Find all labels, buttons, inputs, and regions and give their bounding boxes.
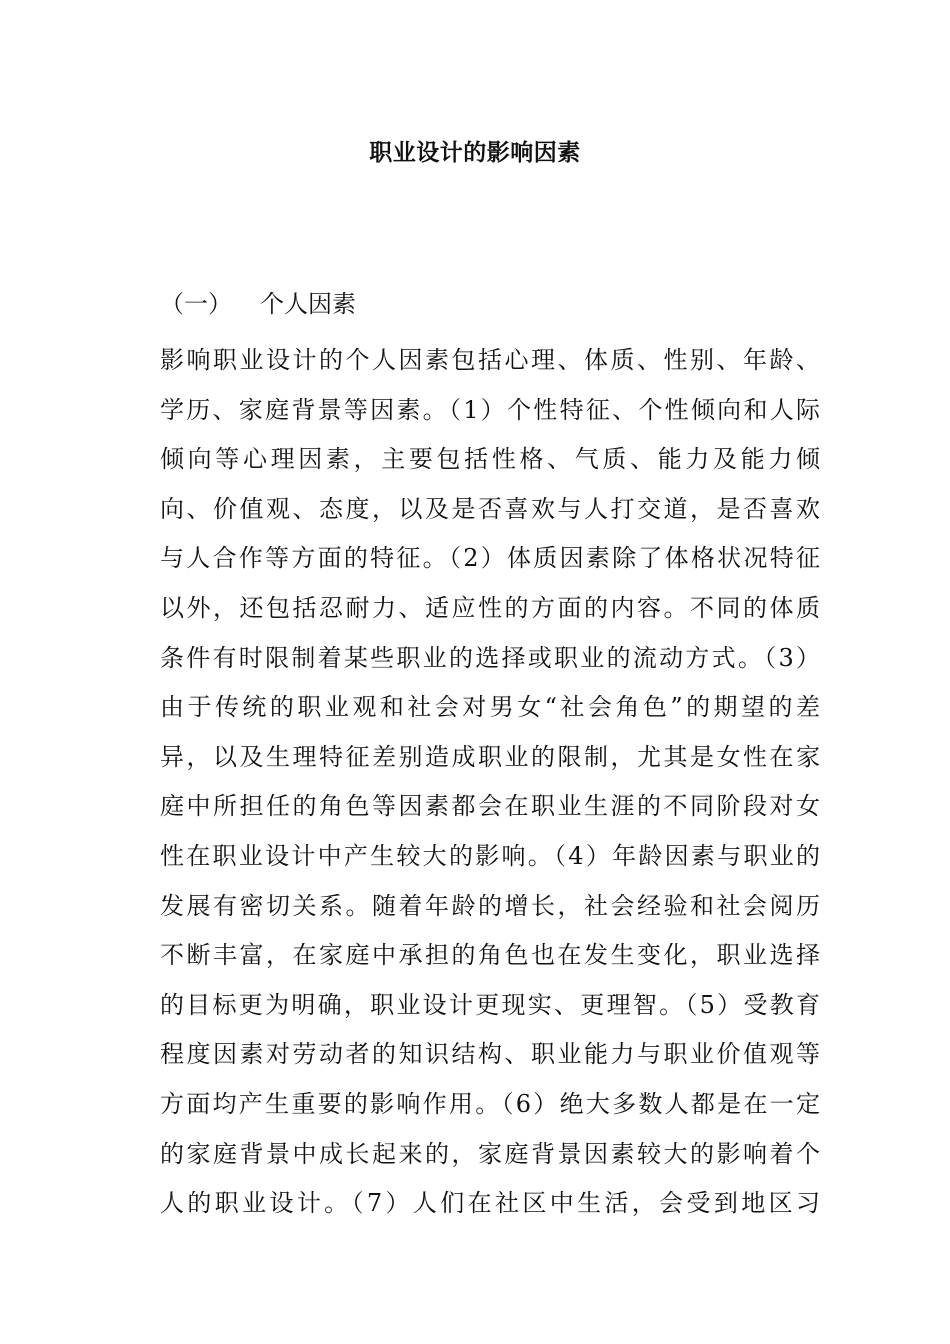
text-line: 性在职业设计中产生较大的影响。（4）年龄因素与职业的 (160, 841, 820, 870)
text-line: 由于传统的职业观和社会对男女“社会角色”的期望的差 (160, 693, 820, 722)
text-line: 异，以及生理特征差别造成职业的限制，尤其是女性在家 (160, 742, 820, 771)
section-number: （一） (160, 290, 232, 318)
text-line: 倾向等心理因素，主要包括性格、气质、能力及能力倾 (160, 445, 820, 474)
body-paragraph (160, 336, 820, 1229)
text-line: 影响职业设计的个人因素包括心理、体质、性别、年龄、 (160, 346, 820, 374)
text-line: 与人合作等方面的特征。（2）体质因素除了体格状况特征 (160, 544, 820, 573)
text-line: 发展有密切关系。随着年龄的增长，社会经验和社会阅历 (160, 891, 820, 920)
text-line: 程度因素对劳动者的知识结构、职业能力与职业价值观等 (160, 1040, 820, 1069)
text-line: 人的职业设计。（7）人们在社区中生活，会受到地区习 (160, 1189, 820, 1218)
text-line: 以外，还包括忍耐力、适应性的方面的内容。不同的体质 (160, 593, 820, 622)
text-line: 不断丰富，在家庭中承担的角色也在发生变化，职业选择 (160, 941, 820, 970)
text-line: 向、价值观、态度，以及是否喜欢与人打交道，是否喜欢 (160, 494, 820, 523)
text-line: 方面均产生重要的影响作用。（6）绝大多数人都是在一定 (160, 1089, 820, 1118)
text-line: 庭中所担任的角色等因素都会在职业生涯的不同阶段对女 (160, 792, 820, 821)
text-line: 条件有时限制着某些职业的选择或职业的流动方式。（3） (160, 643, 820, 672)
document-title: 职业设计的影响因素 (369, 139, 581, 166)
text-line: 学历、家庭背景等因素。（1）个性特征、个性倾向和人际 (160, 395, 820, 424)
text-line: 的家庭背景中成长起来的，家庭背景因素较大的影响着个 (160, 1139, 820, 1168)
section-heading (160, 286, 356, 322)
section-title: 个人因素 (260, 290, 356, 318)
text-line: 的目标更为明确，职业设计更现实、更理智。（5）受教育 (160, 990, 820, 1019)
